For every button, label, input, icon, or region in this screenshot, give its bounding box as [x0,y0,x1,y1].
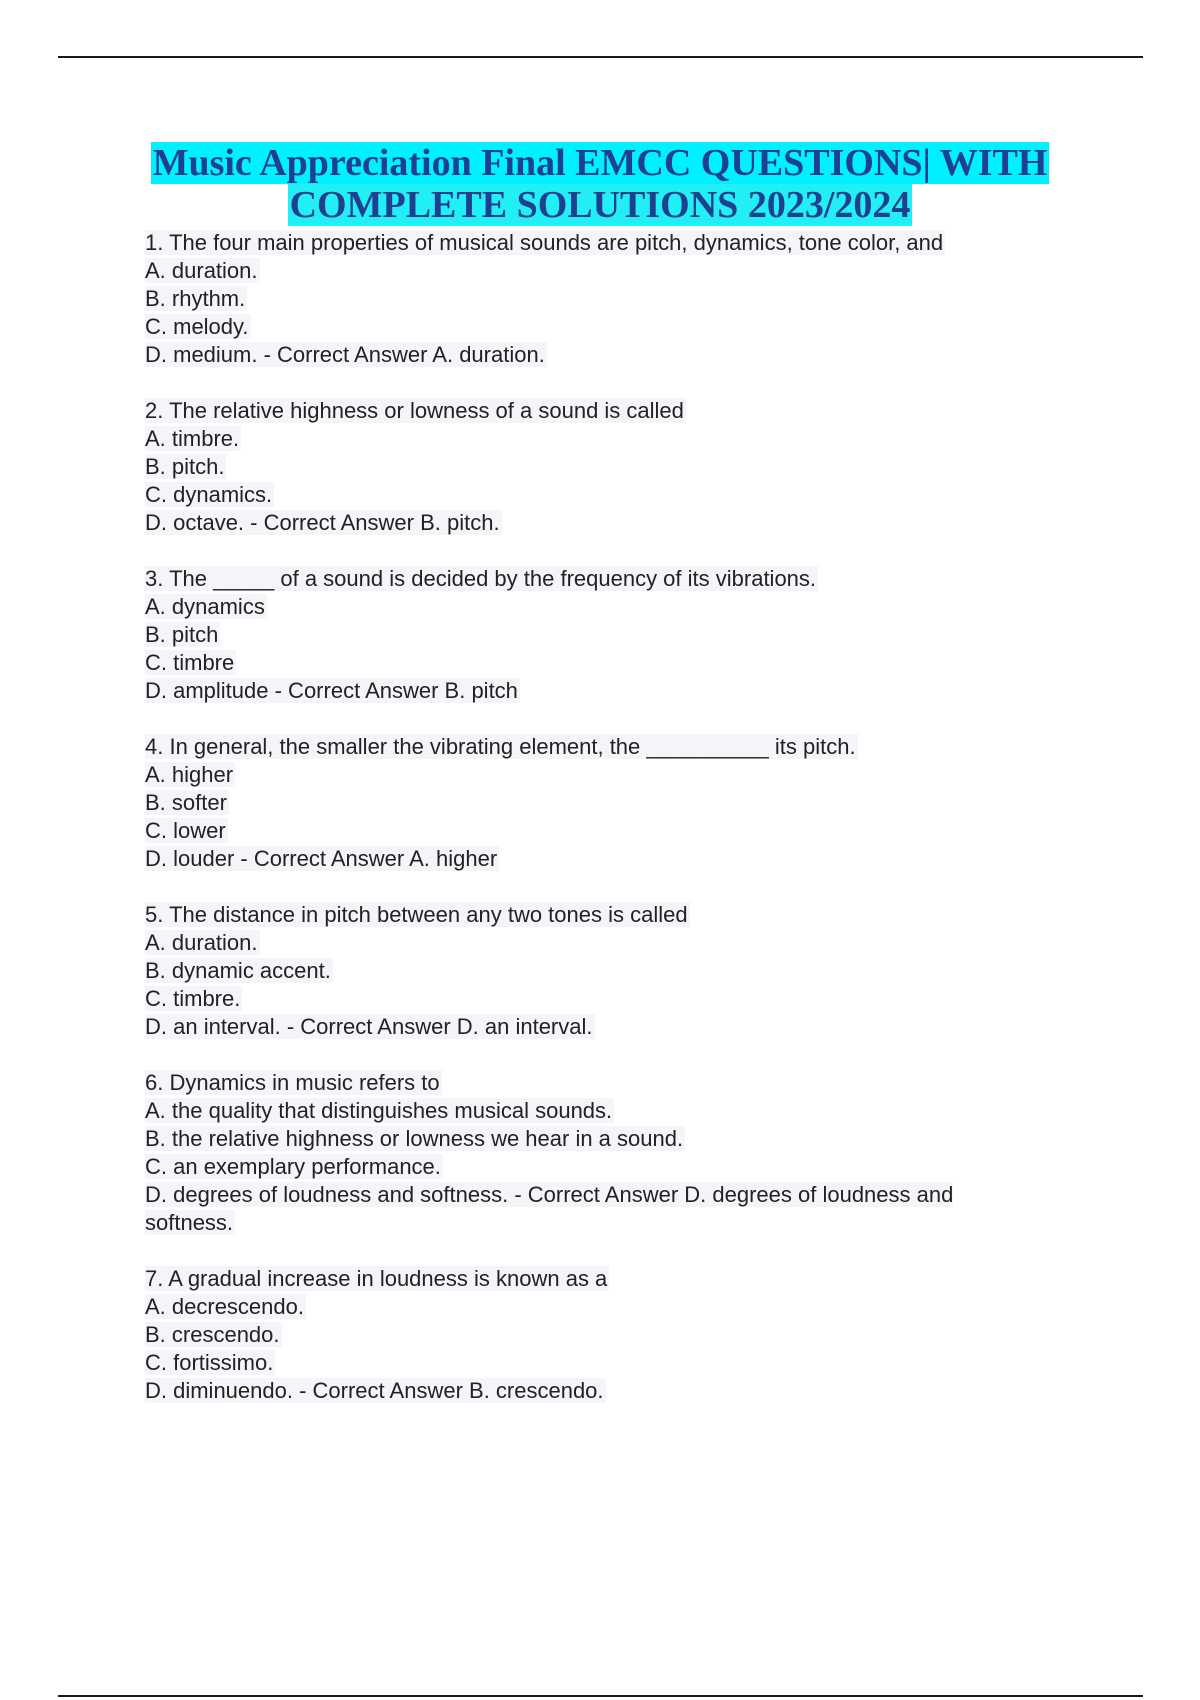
option-a: A. higher [145,762,234,787]
option-c: C. dynamics. [145,482,273,507]
option-c: C. timbre [145,650,235,675]
option-c: C. lower [145,818,226,843]
option-d-with-answer: D. amplitude - Correct Answer B. pitch [145,678,518,703]
option-a: A. duration. [145,258,258,283]
title-line-2: COMPLETE SOLUTIONS 2023/2024 [289,184,911,226]
question-7 [145,1265,1045,1405]
option-b: B. dynamic accent. [145,958,331,983]
option-d-with-answer: D. degrees of loudness and softness. - Correct Answer D. degrees of loudness and softness. [145,1182,954,1235]
top-rule [58,56,1143,58]
option-d-with-answer: D. octave. - Correct Answer B. pitch. [145,510,500,535]
option-d-with-answer: D. medium. - Correct Answer A. duration. [145,342,545,367]
question-prompt: 3. The _____ of a sound is decided by the frequency of its vibrations. [145,566,817,591]
option-d-with-answer: D. an interval. - Correct Answer D. an interval. [145,1014,593,1039]
question-6 [145,1069,1045,1237]
option-a: A. duration. [145,930,258,955]
question-prompt: 5. The distance in pitch between any two tones is called [145,902,688,927]
option-b: B. softer [145,790,227,815]
question-4 [145,733,1045,873]
option-b: B. pitch. [145,454,225,479]
option-a: A. decrescendo. [145,1294,304,1319]
option-b: B. the relative highness or lowness we hear in a sound. [145,1126,684,1151]
question-prompt: 6. Dynamics in music refers to [145,1070,440,1095]
question-2 [145,397,1045,537]
option-b: B. rhythm. [145,286,246,311]
option-b: B. crescendo. [145,1322,280,1347]
option-a: A. timbre. [145,426,240,451]
option-c: C. fortissimo. [145,1350,274,1375]
question-prompt: 1. The four main properties of musical sounds are pitch, dynamics, tone color, and [145,230,944,255]
option-c: C. an exemplary performance. [145,1154,441,1179]
option-d-with-answer: D. diminuendo. - Correct Answer B. crescendo. [145,1378,604,1403]
option-c: C. timbre. [145,986,241,1011]
option-c: C. melody. [145,314,249,339]
question-1 [145,229,1045,369]
document-title [0,142,1200,226]
question-prompt: 7. A gradual increase in loudness is known as a [145,1266,608,1291]
option-a: A. the quality that distinguishes musical sounds. [145,1098,613,1123]
question-prompt: 4. In general, the smaller the vibrating element, the __________ its pitch. [145,734,856,759]
question-3 [145,565,1045,705]
title-line-1: Music Appreciation Final EMCC QUESTIONS| WITH [152,142,1048,184]
bottom-rule [58,1695,1143,1697]
question-5 [145,901,1045,1041]
option-a: A. dynamics [145,594,265,619]
question-list [145,229,1045,1433]
option-d-with-answer: D. louder - Correct Answer A. higher [145,846,498,871]
option-b: B. pitch [145,622,219,647]
question-prompt: 2. The relative highness or lowness of a sound is called [145,398,684,423]
